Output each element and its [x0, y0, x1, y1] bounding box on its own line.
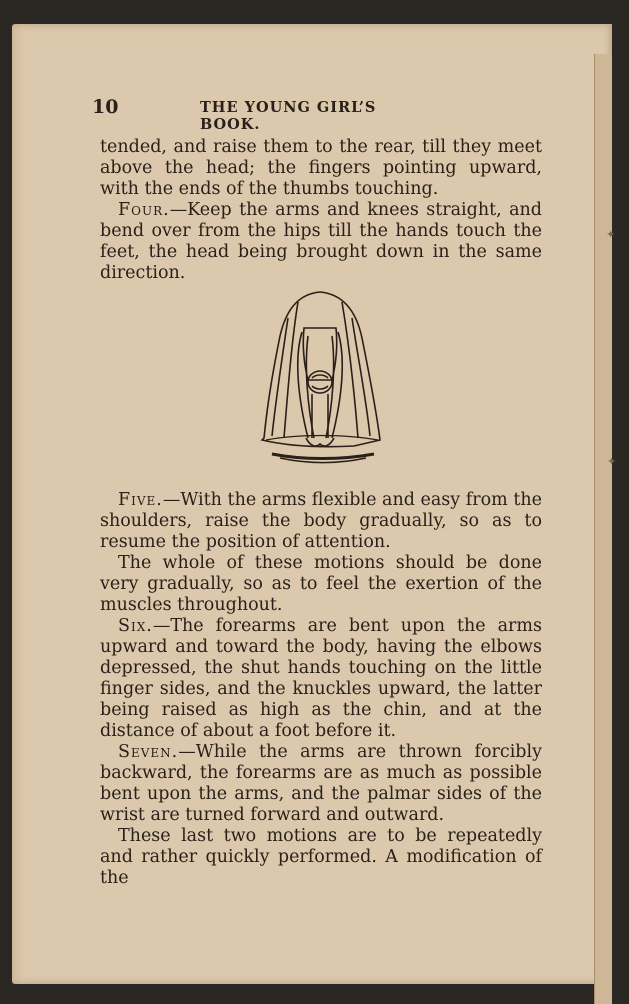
exercise-label-four: Four.	[118, 200, 170, 220]
margin-mark-top: ✦	[606, 228, 616, 241]
paragraph-continued: tended, and raise them to the rear, till they meet above the head; the fingers pointing upward, with the ends of the thumbs touching.	[100, 137, 542, 199]
margin-mark-bottom: ✦	[607, 455, 617, 468]
bending-girl-illustration	[258, 288, 384, 478]
page-header	[92, 96, 432, 133]
paragraph-five	[100, 490, 542, 553]
paragraph-six-text: —The forearms are bent upon the arms upward and toward the body, having the elbows depressed, the shut hands touching on the little finger sides, and the knuckles upward, the latter being raised as high as the chin, and at the distance of about a foot before it.	[100, 616, 542, 741]
paragraph-four-text: —Keep the arms and knees straight, and bend over from the hips till the hands touch the feet, the head being brought down in the same direction.	[100, 200, 542, 283]
running-head: THE YOUNG GIRL’S BOOK.	[200, 99, 377, 133]
adjacent-page-edge	[594, 54, 612, 1004]
text-block-top	[100, 137, 542, 284]
paragraph-five-text: —With the arms flexible and easy from the shoulders, raise the body gradually, so as to resume the position of attention.	[100, 490, 542, 552]
exercise-label-five: Five.	[118, 490, 163, 510]
exercise-label-seven: Seven.	[118, 742, 179, 762]
paragraph-last: These last two motions are to be repeatedly and rather quickly performed. A modification of the	[100, 826, 542, 888]
paragraph-six	[100, 616, 542, 742]
paragraph-seven-text: —While the arms are thrown forcibly backward, the forearms are as much as possible bent upon the arms, and the palmar sides of the wrist are turned forward and outward.	[100, 742, 542, 825]
paragraph-four	[100, 200, 542, 284]
exercise-label-six: Six.	[118, 616, 153, 636]
text-block-bottom	[100, 490, 542, 889]
page-number: 10	[92, 96, 119, 118]
paragraph-seven	[100, 742, 542, 826]
paragraph-gradually: The whole of these motions should be done very gradually, so as to feel the exertion of the muscles throughout.	[100, 553, 542, 615]
